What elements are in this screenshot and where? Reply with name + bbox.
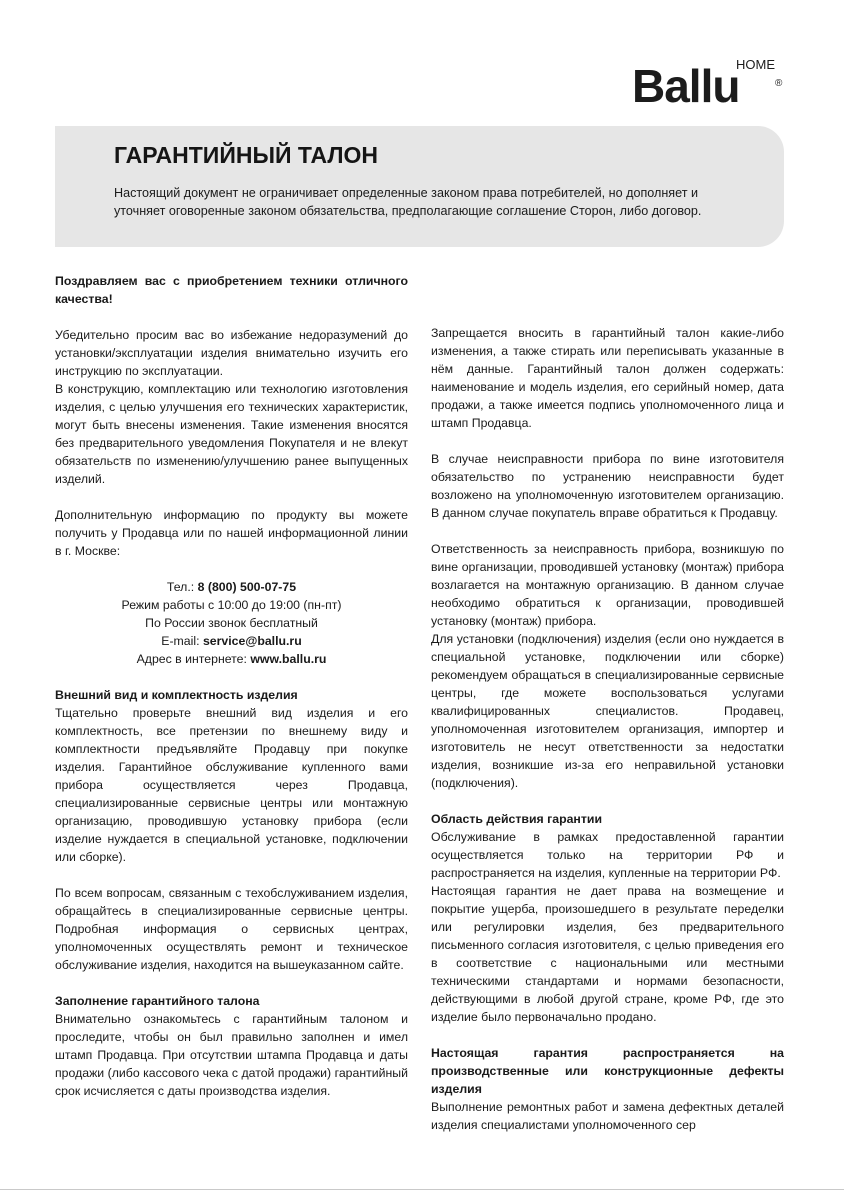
heading-defects: Настоящая гарантия распространяется на производственные или конструкционные дефекты изделия [431,1046,784,1096]
paragraph-installer-liability: Ответственность за неисправность прибора, возникшую по вине организации, проводившей установку (монтаж) прибора возлагается на монтажную организацию. В данном случае необходимо обратиться к организации, проводившей установку (монтаж) прибора. [431,542,784,628]
heading-filling: Заполнение гарантийного талона [55,994,260,1008]
contact-web-line [55,650,408,668]
paragraph-manufacturer-fault: В случае неисправности прибора по вине изготовителя обязательство по устранению неисправности будет возложено на уполномоченную изготовителем организацию. В данном случае покупатель вправе обратиться к Продавцу. [431,452,784,520]
contact-hours: Режим работы с 10:00 до 19:00 (пн-пт) [121,598,342,612]
paragraph-instructions: Убедительно просим вас во избежание недоразумений до установки/эксплуатации изделия внимательно изучить его инструкцию по эксплуатации. [55,328,408,378]
left-column [55,272,408,1100]
registered-mark-icon: ® [775,78,783,89]
logo-home-text: HOME [736,57,775,72]
logo-brand-text: Ballu [632,60,740,112]
phone-number: 8 (800) 500-07-75 [197,580,297,594]
ballu-home-logo [632,57,792,113]
paragraph-defects: Выполнение ремонтных работ и замена дефектных деталей изделия специалистами уполномоченного сер [431,1100,784,1132]
paragraph-installation: Для установки (подключения) изделия (если оно нуждается в специальной установке, подключении или сборке) рекомендуем обращаться в специализированные сервисные центры, где можете воспользоваться услугами квалифицированных специалистов. Продавец, уполномоченная изготовителем организация, импортер и изготовитель не несут ответственности за недостатки изделия, возникшие из-за его неправильной установки (подключения). [431,632,784,790]
paragraph-info: Дополнительную информацию по продукту вы можете получить у Продавца или по нашей информационной линии в г. Москве: [55,508,408,558]
email-address: service@ballu.ru [202,634,302,648]
header-banner [55,126,784,247]
heading-scope: Область действия гарантии [431,812,602,826]
paragraph-filling: Внимательно ознакомьтесь с гарантийным талоном и проследите, чтобы он был правильно заполнен и имел штамп Продавца. При отсутствии штампа Продавца и даты продажи (либо кассового чека с датой продажи) гарантийный срок исчисляется с даты производства изделия. [55,1012,408,1098]
page-title: ГАРАНТИЙНЫЙ ТАЛОН [114,142,379,168]
web-address: www.ballu.ru [250,652,327,666]
heading-appearance: Внешний вид и комплектность изделия [55,688,298,702]
email-label: E-mail: [161,634,203,648]
paragraph-service: По всем вопросам, связанным с техобслуживанием изделия, обращайтесь в специализированные сервисные центры. Подробная информация о сервисных центрах, уполномоченных осуществлять ремонт и техническое обслуживание изделия, находится на вышеуказанном сайте. [55,886,408,972]
header-intro: Настоящий документ не ограничивает определенные законом права потребителей, но дополняет и уточняет оговоренные законом обязательства, предполагающие соглашение Сторон, либо договор. [114,186,702,218]
paragraph-changes: В конструкцию, комплектацию или технологию изготовления изделия, с целью улучшения его технических характеристик, могут быть внесены изменения. Такие изменения вносятся без предварительного уведомления Покупателя и не влекут обязательств по изменению/улучшению ранее выпущенных изделий. [55,382,408,486]
web-label: Адрес в интернете: [136,652,251,666]
right-column [431,324,784,1134]
contacts-block [55,578,408,668]
contact-free-call: По России звонок бесплатный [145,616,318,630]
paragraph-appearance: Тщательно проверьте внешний вид изделия и его комплектность, все претензии по внешнему виду и комплектности предъявляйте Продавцу при покупке изделия. Гарантийное обслуживание купленного вами прибора осуществляется через Продавца, специализированные сервисные центры или монтажную организацию, проводившую установку прибора (если изделие нуждается в специальной установке, подключении или сборке). [55,706,408,864]
contact-phone-line [55,578,408,596]
paragraph-prohibited: Запрещается вносить в гарантийный талон какие-либо изменения, а также стирать или переписывать указанные в нём данные. Гарантийный талон должен содержать: наименование и модель изделия, его серийный номер, дата продажи, а также имеется подпись уполномоченного лица и штамп Продавца. [431,326,784,430]
phone-label: Тел.: [166,580,198,594]
paragraph-scope-territory: Обслуживание в рамках предоставленной гарантии осуществляется только на территории РФ и распространяется на изделия, купленные на территории РФ. [431,830,784,880]
contact-email-line [55,632,408,650]
congrats-heading: Поздравляем вас с приобретением техники отличного качества! [55,274,408,306]
paragraph-scope-exclusions: Настоящая гарантия не дает права на возмещение и покрытие ущерба, произошедшего в результате переделки или регулировки изделия, без предварительного письменного согласия изготовителя, с целью приведения его в соответствие с национальными или местными техническими стандартами и нормами безопасности, действующими в любой другой стране, кроме РФ, где это изделие было первоначально продано. [431,884,784,1024]
